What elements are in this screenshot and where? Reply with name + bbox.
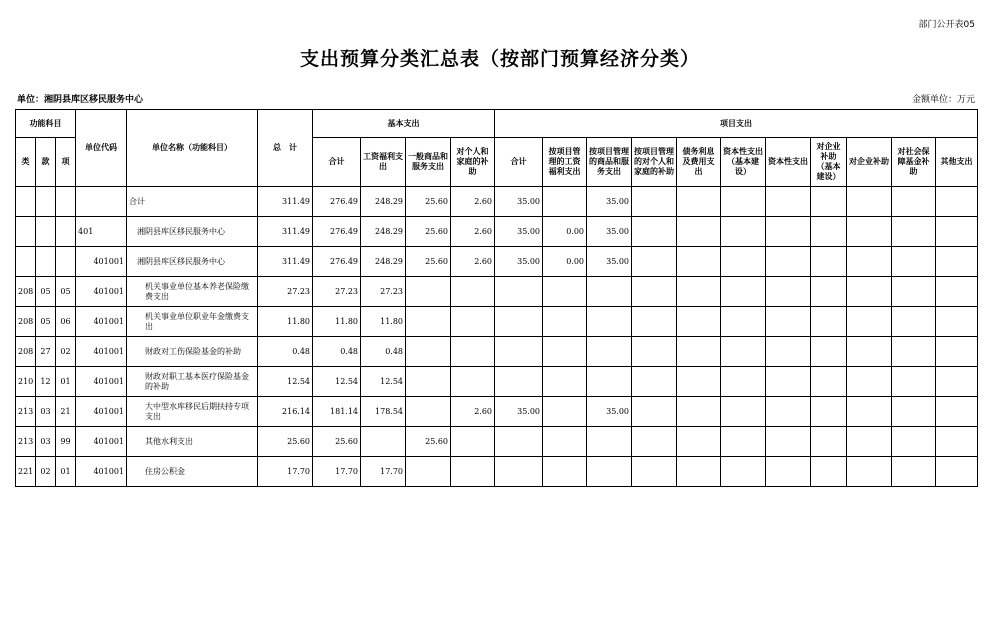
cell-p-sum: 35.00: [495, 187, 543, 217]
cell-b-goods: [406, 367, 451, 397]
cell-b-sum: 276.49: [313, 187, 361, 217]
budget-table: [15, 109, 978, 487]
cell-kuan: 03: [36, 427, 56, 457]
header-lei: 类: [16, 138, 36, 187]
header-total: 总 计: [258, 110, 313, 187]
cell-lei: 208: [16, 307, 36, 337]
cell-b-sum: 12.54: [313, 367, 361, 397]
cell-p-sum: [495, 457, 543, 487]
page-title: 支出预算分类汇总表（按部门预算经济分类）: [299, 48, 700, 70]
cell-kuan: 02: [36, 457, 56, 487]
cell-total: 311.49: [258, 217, 313, 247]
cell-b-personal: 2.60: [451, 247, 495, 277]
cell-b-wage: 27.23: [361, 277, 406, 307]
cell-b-personal: [451, 277, 495, 307]
cell-empty: [766, 337, 811, 367]
cell-p-sum: [495, 307, 543, 337]
cell-p-personal: [632, 397, 677, 427]
cell-b-sum: 276.49: [313, 217, 361, 247]
header-unit-code: 单位代码: [76, 110, 127, 187]
header-basic: 基本支出: [313, 110, 495, 138]
cell-p-goods: [587, 427, 632, 457]
cell-total: 216.14: [258, 397, 313, 427]
cell-lei: 221: [16, 457, 36, 487]
cell-empty: [847, 367, 892, 397]
cell-xiang: [56, 247, 76, 277]
cell-b-wage: 178.54: [361, 397, 406, 427]
cell-empty: [721, 397, 766, 427]
cell-p-wage: 0.00: [543, 247, 587, 277]
cell-lei: 208: [16, 277, 36, 307]
cell-unit-code: 401001: [76, 457, 127, 487]
cell-empty: [892, 277, 936, 307]
cell-empty: [847, 337, 892, 367]
cell-b-personal: 2.60: [451, 217, 495, 247]
cell-b-goods: 25.60: [406, 187, 451, 217]
cell-p-sum: 35.00: [495, 217, 543, 247]
cell-empty: [811, 187, 847, 217]
cell-empty: [721, 277, 766, 307]
cell-kuan: 05: [36, 277, 56, 307]
cell-b-personal: [451, 427, 495, 457]
cell-lei: 213: [16, 427, 36, 457]
header-project-col: 对企业补助（基本建设）: [811, 138, 847, 187]
cell-empty: [721, 247, 766, 277]
header-project-col: 按项目管理的工资福利支出: [543, 138, 587, 187]
cell-empty: [892, 457, 936, 487]
cell-p-wage: [543, 397, 587, 427]
table-row: [16, 367, 978, 397]
header-xiang: 项: [56, 138, 76, 187]
table-row: [16, 337, 978, 367]
cell-kuan: [36, 187, 56, 217]
cell-xiang: 99: [56, 427, 76, 457]
cell-empty: [766, 277, 811, 307]
cell-empty: [936, 397, 978, 427]
cell-unit-name: 湘阴县库区移民服务中心: [127, 247, 258, 277]
cell-xiang: 02: [56, 337, 76, 367]
cell-p-sum: 35.00: [495, 247, 543, 277]
cell-empty: [766, 247, 811, 277]
cell-b-goods: [406, 337, 451, 367]
cell-empty: [892, 247, 936, 277]
cell-p-wage: [543, 427, 587, 457]
cell-p-personal: [632, 427, 677, 457]
cell-empty: [936, 457, 978, 487]
cell-empty: [811, 397, 847, 427]
cell-b-goods: 25.60: [406, 217, 451, 247]
cell-empty: [766, 427, 811, 457]
cell-unit-code: 401001: [76, 397, 127, 427]
cell-total: 11.80: [258, 307, 313, 337]
cell-p-sum: 35.00: [495, 397, 543, 427]
cell-empty: [766, 397, 811, 427]
cell-p-personal: [632, 217, 677, 247]
cell-empty: [677, 337, 721, 367]
cell-p-personal: [632, 457, 677, 487]
table-row: [16, 217, 978, 247]
table-row: [16, 247, 978, 277]
cell-p-goods: [587, 307, 632, 337]
cell-empty: [766, 367, 811, 397]
cell-empty: [936, 337, 978, 367]
cell-empty: [936, 367, 978, 397]
cell-p-wage: [543, 337, 587, 367]
cell-p-wage: [543, 277, 587, 307]
header-project-col: 资本性支出（基本建设）: [721, 138, 766, 187]
form-code: 部门公开表05: [918, 20, 975, 30]
header-project-col: 合计: [495, 138, 543, 187]
cell-total: 12.54: [258, 367, 313, 397]
cell-empty: [936, 307, 978, 337]
cell-empty: [892, 187, 936, 217]
cell-empty: [766, 457, 811, 487]
cell-b-sum: 181.14: [313, 397, 361, 427]
cell-empty: [677, 187, 721, 217]
header-func-subject: 功能科目: [16, 110, 76, 138]
cell-p-wage: [543, 187, 587, 217]
cell-total: 17.70: [258, 457, 313, 487]
cell-kuan: 27: [36, 337, 56, 367]
cell-b-goods: [406, 457, 451, 487]
cell-unit-name: 财政对职工基本医疗保险基金的补助: [127, 367, 258, 397]
cell-b-goods: [406, 307, 451, 337]
cell-p-personal: [632, 367, 677, 397]
cell-empty: [847, 427, 892, 457]
table-row: [16, 277, 978, 307]
cell-xiang: [56, 187, 76, 217]
cell-empty: [847, 187, 892, 217]
cell-empty: [936, 427, 978, 457]
cell-empty: [847, 217, 892, 247]
cell-b-personal: 2.60: [451, 187, 495, 217]
cell-b-personal: [451, 367, 495, 397]
cell-kuan: 03: [36, 397, 56, 427]
cell-unit-code: [76, 187, 127, 217]
cell-empty: [892, 397, 936, 427]
cell-p-goods: [587, 457, 632, 487]
cell-empty: [811, 457, 847, 487]
cell-xiang: [56, 217, 76, 247]
cell-b-sum: 27.23: [313, 277, 361, 307]
cell-p-goods: [587, 337, 632, 367]
table-row: [16, 457, 978, 487]
header-basic-col: 一般商品和服务支出: [406, 138, 451, 187]
cell-lei: [16, 187, 36, 217]
cell-p-sum: [495, 277, 543, 307]
header-project-col: 其他支出: [936, 138, 978, 187]
cell-p-personal: [632, 337, 677, 367]
cell-empty: [811, 307, 847, 337]
cell-unit-code: 401001: [76, 277, 127, 307]
cell-total: 311.49: [258, 187, 313, 217]
cell-xiang: 01: [56, 457, 76, 487]
cell-b-wage: 248.29: [361, 247, 406, 277]
cell-empty: [721, 307, 766, 337]
cell-unit-name: 住房公积金: [127, 457, 258, 487]
cell-b-wage: 12.54: [361, 367, 406, 397]
cell-b-personal: 2.60: [451, 397, 495, 427]
cell-empty: [847, 277, 892, 307]
cell-empty: [811, 337, 847, 367]
cell-b-personal: [451, 337, 495, 367]
cell-empty: [847, 247, 892, 277]
cell-empty: [721, 367, 766, 397]
cell-empty: [766, 217, 811, 247]
header-project-col: 按项目管理的对个人和家庭的补助: [632, 138, 677, 187]
cell-unit-name: 机关事业单位基本养老保险缴费支出: [127, 277, 258, 307]
cell-b-personal: [451, 457, 495, 487]
cell-p-personal: [632, 247, 677, 277]
cell-unit-code: 401001: [76, 337, 127, 367]
cell-unit-code: 401001: [76, 367, 127, 397]
cell-lei: [16, 247, 36, 277]
cell-b-goods: 25.60: [406, 247, 451, 277]
cell-empty: [677, 307, 721, 337]
cell-empty: [936, 277, 978, 307]
cell-p-wage: 0.00: [543, 217, 587, 247]
cell-total: 311.49: [258, 247, 313, 277]
cell-b-sum: 276.49: [313, 247, 361, 277]
cell-empty: [892, 337, 936, 367]
cell-xiang: 21: [56, 397, 76, 427]
cell-unit-name: 合计: [127, 187, 258, 217]
cell-lei: 208: [16, 337, 36, 367]
cell-kuan: 12: [36, 367, 56, 397]
header-basic-col: 合计: [313, 138, 361, 187]
cell-empty: [811, 367, 847, 397]
header-project-col: 资本性支出: [766, 138, 811, 187]
cell-empty: [677, 277, 721, 307]
cell-p-goods: [587, 367, 632, 397]
cell-p-sum: [495, 337, 543, 367]
cell-p-goods: 35.00: [587, 247, 632, 277]
cell-p-wage: [543, 367, 587, 397]
cell-empty: [677, 427, 721, 457]
cell-unit-code: 401001: [76, 307, 127, 337]
cell-empty: [721, 337, 766, 367]
cell-p-goods: 35.00: [587, 397, 632, 427]
cell-unit-name: 大中型水库移民后期扶持专项支出: [127, 397, 258, 427]
cell-total: 27.23: [258, 277, 313, 307]
cell-p-personal: [632, 277, 677, 307]
cell-lei: 210: [16, 367, 36, 397]
cell-unit-code: 401001: [76, 427, 127, 457]
cell-p-personal: [632, 307, 677, 337]
cell-empty: [936, 247, 978, 277]
cell-b-wage: 248.29: [361, 217, 406, 247]
cell-empty: [892, 217, 936, 247]
cell-unit-name: 湘阴县库区移民服务中心: [127, 217, 258, 247]
table-row: [16, 307, 978, 337]
cell-lei: 213: [16, 397, 36, 427]
table-row: [16, 187, 978, 217]
unit-label: 单位：湘阴县库区移民服务中心: [17, 95, 144, 105]
header-project-col: 债务利息及费用支出: [677, 138, 721, 187]
cell-b-wage: 248.29: [361, 187, 406, 217]
cell-empty: [847, 307, 892, 337]
cell-p-goods: 35.00: [587, 187, 632, 217]
cell-b-personal: [451, 307, 495, 337]
cell-empty: [892, 367, 936, 397]
cell-xiang: 06: [56, 307, 76, 337]
cell-b-sum: 0.48: [313, 337, 361, 367]
cell-b-sum: 25.60: [313, 427, 361, 457]
cell-b-goods: [406, 277, 451, 307]
cell-empty: [892, 427, 936, 457]
cell-total: 25.60: [258, 427, 313, 457]
cell-xiang: 05: [56, 277, 76, 307]
cell-unit-name: 财政对工伤保险基金的补助: [127, 337, 258, 367]
cell-empty: [847, 457, 892, 487]
cell-p-goods: [587, 277, 632, 307]
cell-b-wage: 11.80: [361, 307, 406, 337]
cell-empty: [677, 457, 721, 487]
cell-b-wage: 0.48: [361, 337, 406, 367]
cell-b-goods: 25.60: [406, 427, 451, 457]
cell-p-wage: [543, 307, 587, 337]
cell-empty: [721, 217, 766, 247]
cell-empty: [721, 187, 766, 217]
cell-empty: [721, 427, 766, 457]
cell-empty: [677, 367, 721, 397]
cell-unit-code: 401001: [76, 247, 127, 277]
header-project-col: 对社会保障基金补助: [892, 138, 936, 187]
cell-p-goods: 35.00: [587, 217, 632, 247]
cell-empty: [677, 247, 721, 277]
cell-p-sum: [495, 367, 543, 397]
cell-kuan: [36, 247, 56, 277]
cell-empty: [936, 187, 978, 217]
table-row: [16, 427, 978, 457]
header-unit-name: 单位名称（功能科目）: [127, 110, 258, 187]
cell-b-goods: [406, 397, 451, 427]
cell-empty: [811, 277, 847, 307]
header-project-col: 对企业补助: [847, 138, 892, 187]
header-basic-col: 对个人和家庭的补助: [451, 138, 495, 187]
cell-p-wage: [543, 457, 587, 487]
cell-empty: [811, 217, 847, 247]
cell-empty: [677, 217, 721, 247]
cell-unit-name: 机关事业单位职业年金缴费支出: [127, 307, 258, 337]
cell-unit-code: 401: [76, 217, 127, 247]
cell-b-sum: 11.80: [313, 307, 361, 337]
cell-b-wage: [361, 427, 406, 457]
cell-unit-name: 其他水利支出: [127, 427, 258, 457]
cell-empty: [721, 457, 766, 487]
cell-empty: [677, 397, 721, 427]
cell-kuan: [36, 217, 56, 247]
cell-empty: [892, 307, 936, 337]
cell-empty: [766, 307, 811, 337]
cell-b-wage: 17.70: [361, 457, 406, 487]
cell-empty: [766, 187, 811, 217]
table-row: [16, 397, 978, 427]
header-basic-col: 工资福利支出: [361, 138, 406, 187]
cell-empty: [811, 427, 847, 457]
cell-lei: [16, 217, 36, 247]
header-project-col: 按项目管理的商品和服务支出: [587, 138, 632, 187]
cell-xiang: 01: [56, 367, 76, 397]
cell-p-sum: [495, 427, 543, 457]
amount-unit-label: 金额单位：万元: [911, 95, 975, 105]
cell-p-personal: [632, 187, 677, 217]
cell-empty: [847, 397, 892, 427]
header-kuan: 款: [36, 138, 56, 187]
cell-b-sum: 17.70: [313, 457, 361, 487]
cell-empty: [936, 217, 978, 247]
header-project: 项目支出: [495, 110, 978, 138]
cell-total: 0.48: [258, 337, 313, 367]
cell-empty: [811, 247, 847, 277]
cell-kuan: 05: [36, 307, 56, 337]
